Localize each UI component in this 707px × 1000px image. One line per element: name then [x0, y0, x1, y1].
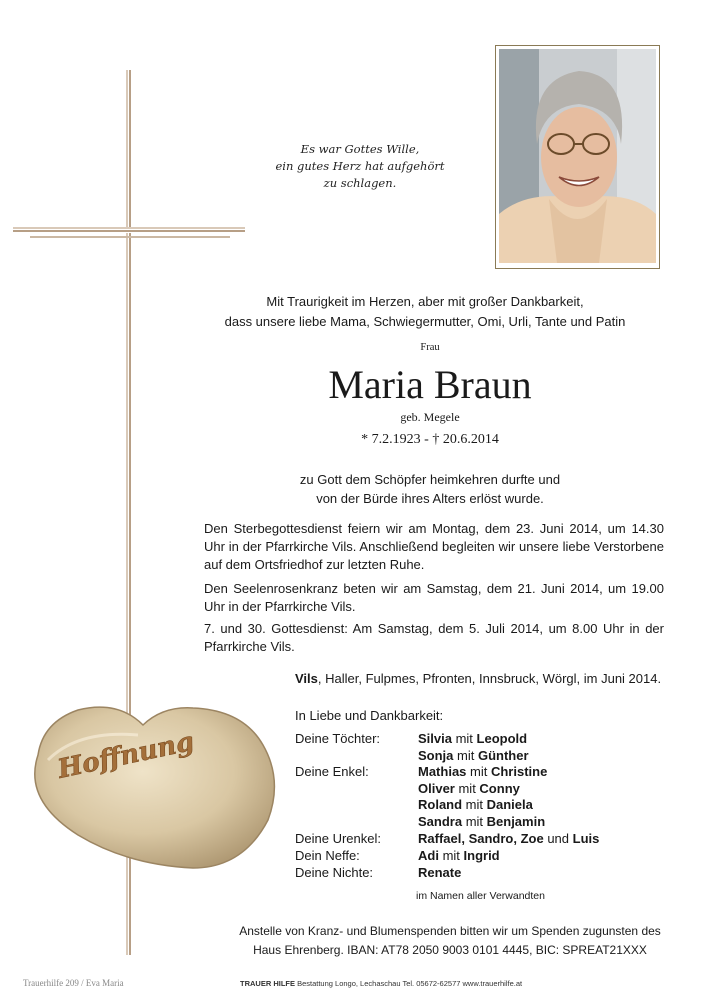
funeral-service-text: Den Sterbegottesdienst feiern wir am Montag, dem 23. Juni 2014, um 14.30 Uhr in der Pfarrkirche Vils. Anschließend begleiten wir unsere liebe Verstorbene auf dem Ortsfriedhof zur letzten Ruhe. [204, 521, 664, 572]
portrait-illustration [499, 49, 656, 263]
heart-engraving: Hoffnung [55, 726, 197, 785]
relatives-note: im Namen aller Verwandten [416, 890, 545, 902]
family-label: Deine Urenkel: [295, 831, 381, 846]
footer-template-id: Trauerhilfe 209 / Eva Maria [23, 978, 124, 988]
family-names: Roland mit Daniela [418, 797, 533, 812]
cross-horizontal-accent [30, 236, 230, 238]
family-names: Oliver mit Conny [418, 781, 520, 796]
family-names: Raffael, Sandro, Zoe und Luis [418, 831, 600, 846]
masses-text: 7. und 30. Gottesdienst: Am Samstag, dem 5. Juli 2014, um 8.00 Uhr in der Pfarrkirche Vils. [204, 621, 664, 654]
gratitude-heading: In Liebe und Dankbarkeit: [295, 708, 444, 723]
family-names: Sandra mit Benjamin [418, 814, 546, 829]
family-label: Dein Neffe: [295, 848, 360, 863]
cross-horizontal-beam [13, 227, 245, 233]
family-label: Deine Nichte: [295, 865, 374, 880]
family-names: Silvia mit Leopold [418, 731, 528, 746]
maiden-name: geb. Megele [400, 410, 460, 424]
rosary-text: Den Seelenrosenkranz beten wir am Samstag, dem 21. Juni 2014, um 19.00 Uhr in der Pfarrkirche Vils. [204, 581, 664, 614]
family-label: Deine Enkel: [295, 764, 369, 779]
places-line: Vils, Haller, Fulpmes, Pfronten, Innsbruck, Wörgl, im Juni 2014. [295, 671, 662, 686]
portrait-photo [499, 49, 656, 263]
homecoming-text: zu Gott dem Schöpfer heimkehren durfte und von der Bürde ihres Alters erlöst wurde. [299, 472, 561, 506]
footer-funeral-home: TRAUER HILFE Bestattung Longo, Lechaschau Tel. 05672-62577 www.trauerhilfe.at [240, 979, 523, 988]
family-names: Adi mit Ingrid [418, 848, 500, 863]
stone-heart-image [18, 700, 283, 870]
family-label: Deine Töchter: [295, 731, 381, 746]
life-dates: * 7.2.1923 - † 20.6.2014 [361, 432, 499, 447]
verse: Es war Gottes Wille, ein gutes Herz hat aufgehört zu schlagen. [275, 142, 445, 190]
intro-text: Mit Traurigkeit im Herzen, aber mit großer Dankbarkeit, dass unsere liebe Mama, Schwiegermutter, Omi, Urli, Tante und Patin [224, 294, 626, 329]
donations-text: Anstelle von Kranz- und Blumenspenden bitten wir um Spenden zugunsten des Haus Ehrenberg. IBAN: AT78 2050 9003 0101 4445, BIC: SPREAT21XXX [239, 924, 661, 957]
family-names: Sonja mit Günther [418, 748, 529, 763]
salutation: Frau [420, 342, 440, 353]
stone-heart-shape [35, 707, 275, 868]
deceased-name: Maria Braun [328, 362, 532, 407]
family-names: Mathias mit Christine [418, 764, 548, 779]
family-names: Renate [418, 865, 462, 880]
